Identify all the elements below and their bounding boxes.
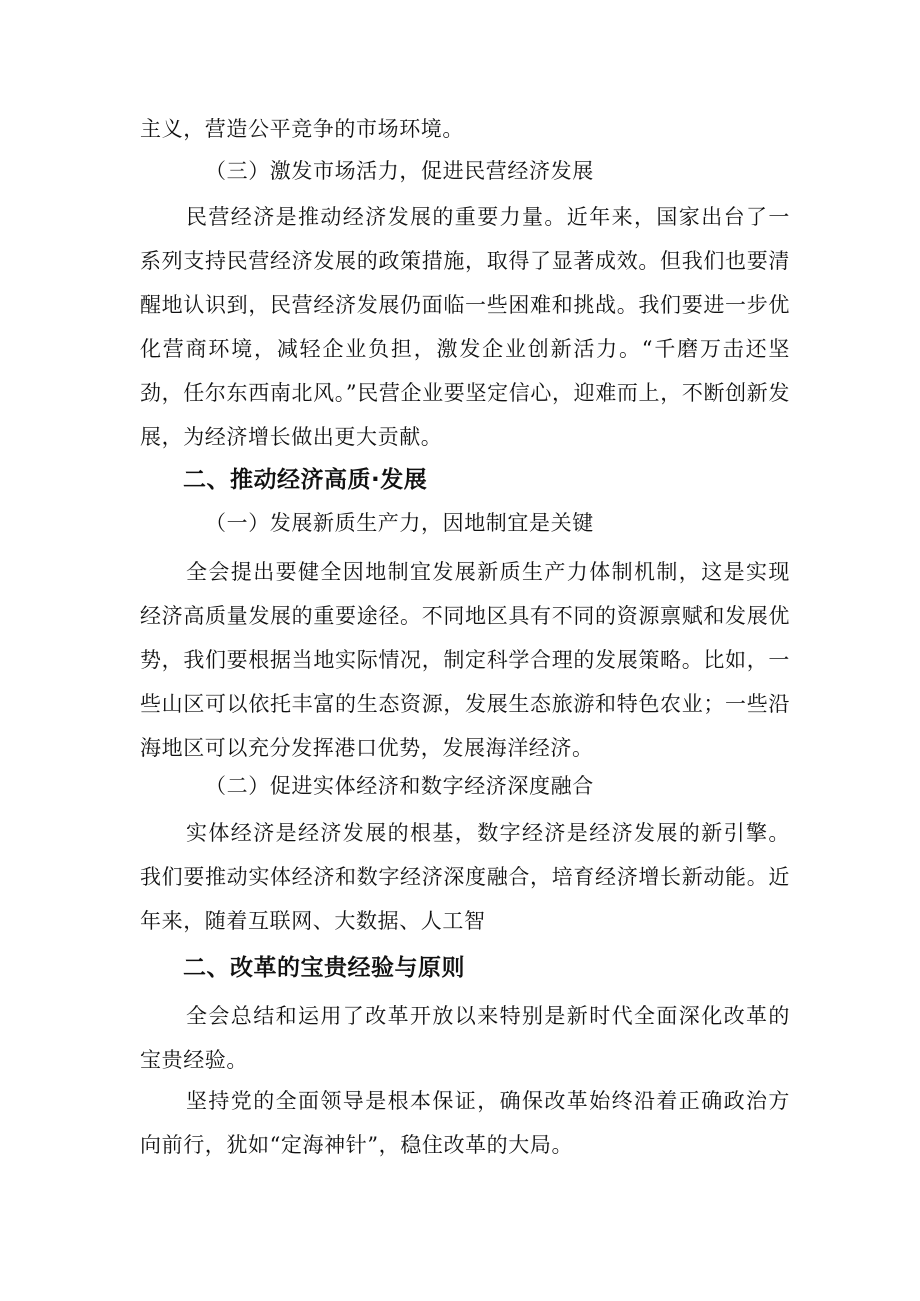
- subheading-digital-economy: （二）促进实体经济和数字经济深度融合: [205, 774, 594, 798]
- paragraph-digital-economy: 实体经济是经济发展的根基，数字经济是经济发展的新引擎。我们要推动实体经济和数字经济深度融合，培育经济增长新动能。近年来，随着互联网、大数据、人工智: [140, 821, 790, 933]
- paragraph-new-productive-forces: 全会提出要健全因地制宜发展新质生产力体制机制，这是实现经济高质量发展的重要途径。不同地区具有不同的资源禀赋和发展优势，我们要根据当地实际情况，制定科学合理的发展策略。比如，一些山区可以依托丰富的生态资源，发展生态旅游和特色农业；一些沿海地区可以充分发挥港口优势，发展海洋经济。: [140, 560, 790, 760]
- paragraph-reform-experience: 全会总结和运用了改革开放以来特别是新时代全面深化改革的宝贵经验。: [140, 1004, 790, 1072]
- subheading-private-economy: （三）激发市场活力，促进民营经济发展: [205, 159, 594, 183]
- paragraph-party-leadership: 坚持党的全面领导是根本保证，确保改革始终沿着正确政治方向前行，犹如“定海神针”，稳住改革的大局。: [140, 1089, 790, 1157]
- subheading-new-productive-forces: （一）发展新质生产力，因地制宜是关键: [205, 511, 594, 535]
- paragraph-private-economy: 民营经济是推动经济发展的重要力量。近年来，国家出台了一系列支持民营经济发展的政策措施，取得了显著成效。但我们也要清醒地认识到，民营经济发展仍面临一些困难和挑战。我们要进一步优化营商环境，减轻企业负担，激发企业创新活力。“千磨万击还坚劲，任尔东西南北风。”民营企业要坚定信心，迎难而上，不断创新发展，为经济增长做出更大贡献。: [140, 205, 790, 449]
- section-heading-reform-experience: 二、改革的宝贵经验与原则: [183, 955, 465, 981]
- section-heading-high-quality-development: 二、推动经济高质·发展: [183, 467, 428, 493]
- paragraph-market-environment: 主义，营造公平竞争的市场环境。: [140, 117, 464, 141]
